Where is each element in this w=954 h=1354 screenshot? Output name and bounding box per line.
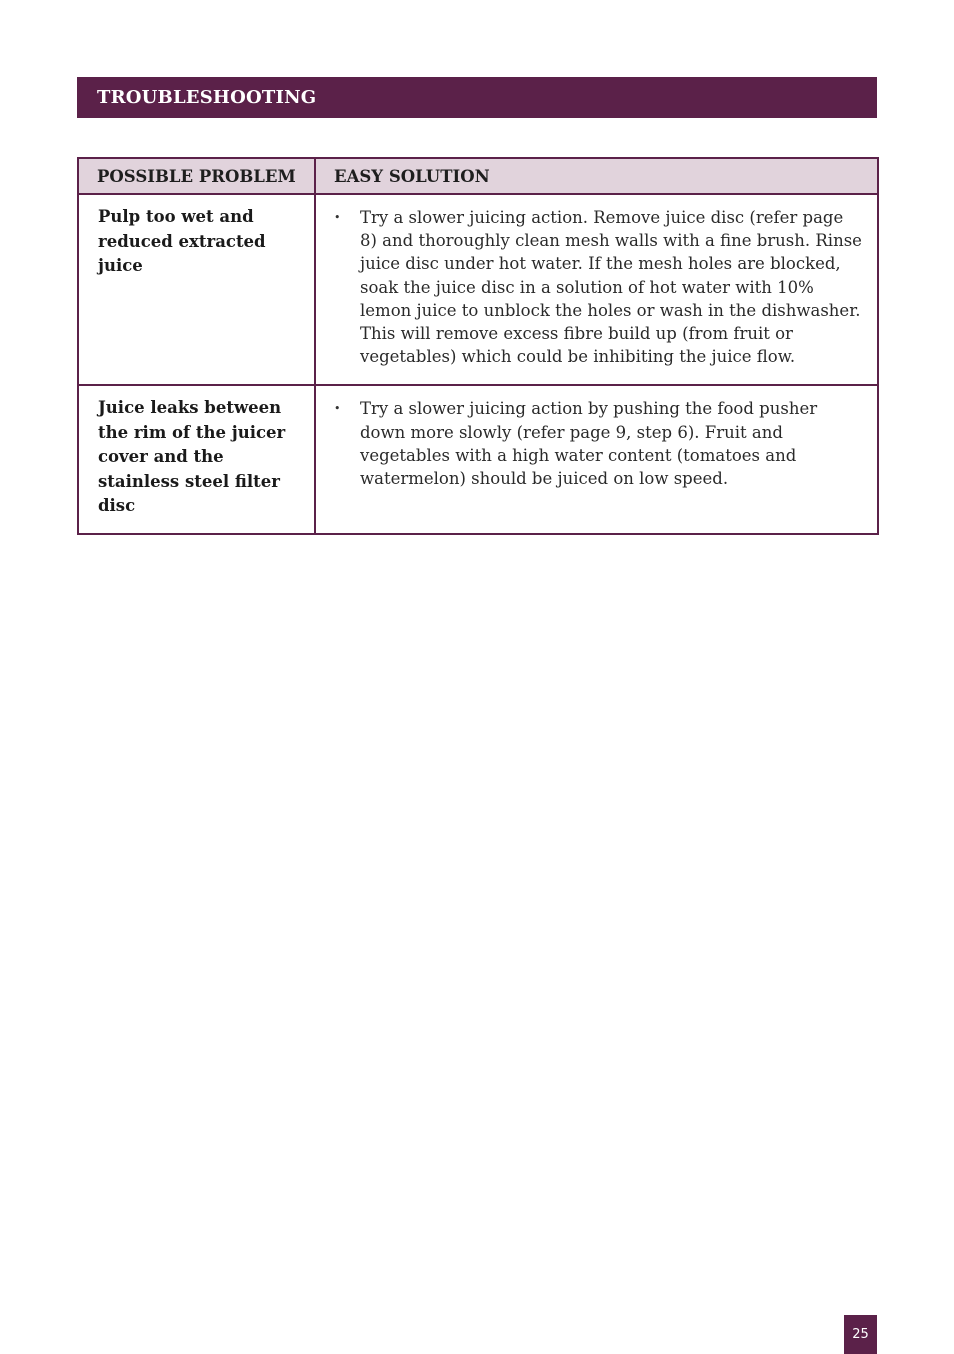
solution-cell <box>315 385 878 534</box>
solution-list <box>334 397 865 490</box>
problem-cell: Pulp too wet and reduced extracted juice <box>78 194 315 385</box>
solution-item <box>334 397 865 490</box>
page-number: 25 <box>852 1327 869 1342</box>
solution-list <box>334 206 865 368</box>
section-header-bar <box>77 77 877 118</box>
solution-item <box>334 206 865 368</box>
solution-text: Try a slower juicing action. Remove juice disc (refer page 8) and thoroughly clean mesh walls with a fine brush. Rinse juice disc under hot water. If the mesh holes are blocked, soak the juice disc in a solution of hot water with 10% lemon juice to unblock the holes or wash in the dishwasher. This will remove excess fibre build up (from fruit or vegetables) which could be inhibiting the juice flow. <box>360 208 862 367</box>
troubleshooting-table <box>77 157 879 535</box>
table-header-row <box>78 158 878 194</box>
solution-text: Try a slower juicing action by pushing the food pusher down more slowly (refer page 9, step 6). Fruit and vegetables with a high water content (tomatoes and watermelon) should be juiced on low speed. <box>360 399 818 489</box>
column-header-solution: EASY SOLUTION <box>315 158 878 194</box>
solution-cell <box>315 194 878 385</box>
bullet-icon: • <box>334 402 341 416</box>
section-title: TROUBLESHOOTING <box>97 87 317 108</box>
table-row <box>78 194 878 385</box>
column-header-problem: POSSIBLE PROBLEM <box>78 158 315 194</box>
table-row <box>78 385 878 534</box>
bullet-icon: • <box>334 211 341 224</box>
page-number-badge <box>844 1315 877 1354</box>
problem-cell: Juice leaks between the rim of the juicer cover and the stainless steel filter disc <box>78 385 315 534</box>
